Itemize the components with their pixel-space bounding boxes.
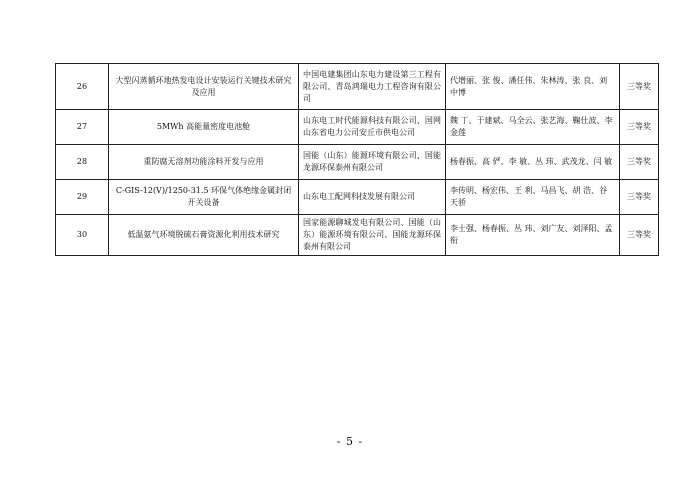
award-level: 三等奖	[620, 64, 659, 110]
row-number: 30	[56, 215, 109, 256]
project-title: 大型闪蒸循环地热发电设计安装运行关键技术研究及应用	[109, 64, 299, 110]
award-level: 三等奖	[620, 110, 659, 145]
completing-units: 中国电建集团山东电力建设第三工程有限公司、青岛鸿瑞电力工程咨询有限公司	[299, 64, 446, 110]
award-level: 三等奖	[620, 145, 659, 180]
project-title: 低温氨气环境脱硫石膏资源化利用技术研究	[109, 215, 299, 256]
completing-people: 杨春振、高 俨、李 敏、丛 玮、武茂龙、闫 敏	[446, 145, 620, 180]
award-level: 三等奖	[620, 215, 659, 256]
award-table	[55, 63, 659, 256]
table-row	[56, 64, 659, 110]
table-row	[56, 180, 659, 215]
completing-units: 山东电工配网科技发展有限公司	[299, 180, 446, 215]
completing-people: 代增丽、张 俊、潘任伟、朱林涛、张 良、刘中博	[446, 64, 620, 110]
table-row	[56, 145, 659, 180]
row-number: 27	[56, 110, 109, 145]
completing-people: 魏 丁、于建斌、马全云、张艺海、鞠仕波、李金莲	[446, 110, 620, 145]
page-number: - 5 -	[336, 435, 364, 448]
completing-units: 国家能源聊城发电有限公司、国能（山东）能源环境有限公司、国能龙源环保泰州有限公司	[299, 215, 446, 256]
table-row	[56, 215, 659, 256]
table-row	[56, 110, 659, 145]
project-title: 5MWh 高能量密度电池舱	[109, 110, 299, 145]
completing-people: 李传明、杨宏伟、王 利、马昌飞、胡 浩、谷天骄	[446, 180, 620, 215]
completing-people: 李士强、杨春振、丛 玮、刘广友、刘泽阳、孟 衔	[446, 215, 620, 256]
row-number: 28	[56, 145, 109, 180]
row-number: 29	[56, 180, 109, 215]
project-title: 重防腐无溶剂功能涂料开发与应用	[109, 145, 299, 180]
award-level: 三等奖	[620, 180, 659, 215]
project-title: C-GIS-12(V)/1250-31.5 环保气体绝缘金属封闭开关设备	[109, 180, 299, 215]
completing-units: 国能（山东）能源环境有限公司、国能龙源环保泰州有限公司	[299, 145, 446, 180]
row-number: 26	[56, 64, 109, 110]
completing-units: 山东电工时代能源科技有限公司、国网山东省电力公司安丘市供电公司	[299, 110, 446, 145]
